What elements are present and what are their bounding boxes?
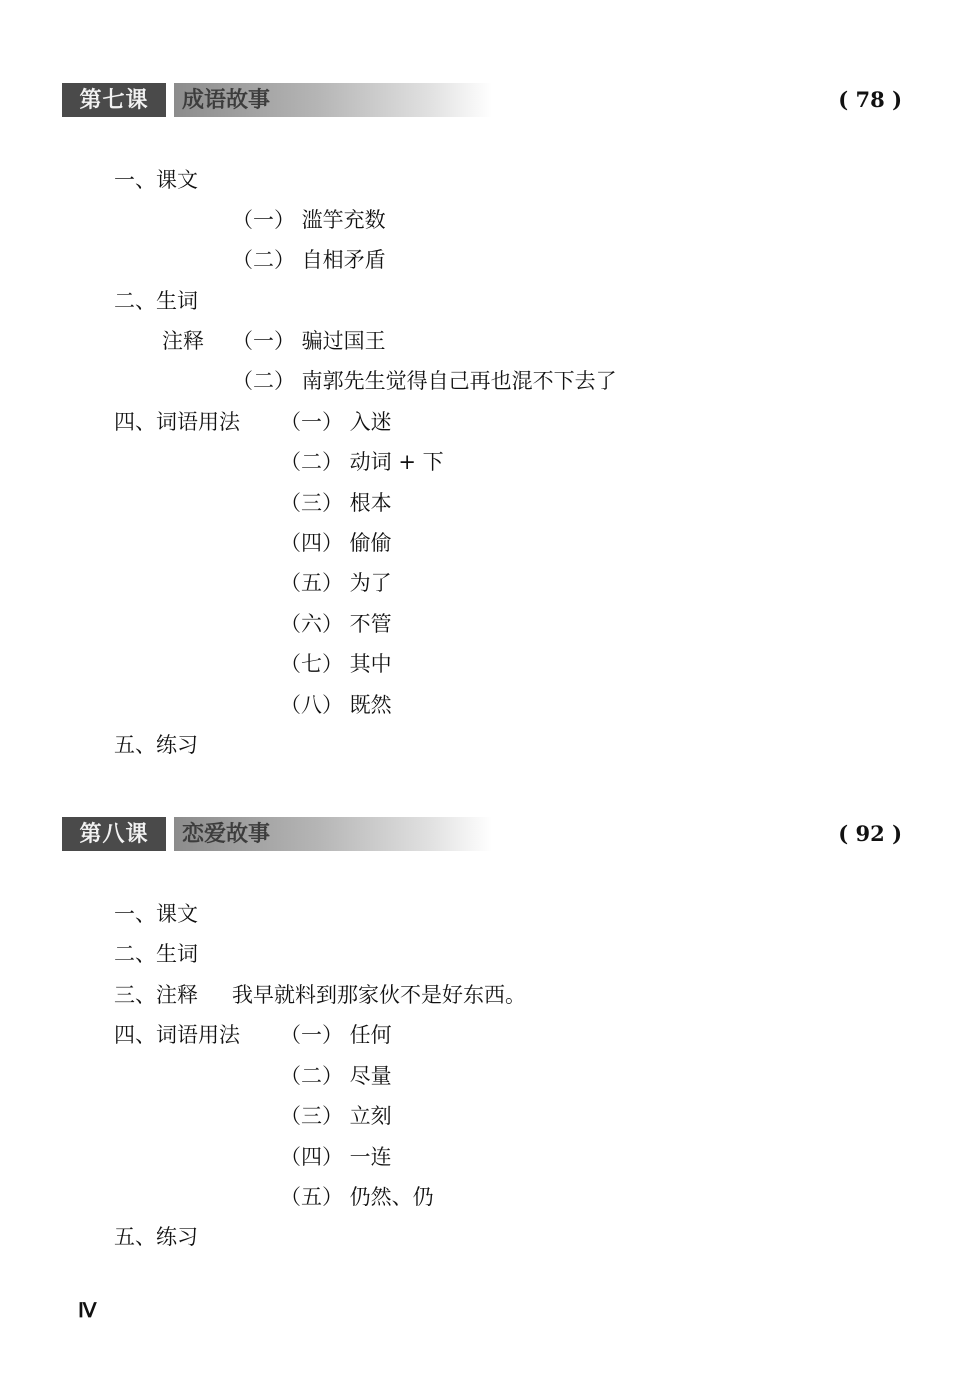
l7-usage-item-5: （五） 为了 — [280, 571, 392, 595]
lesson-7-page: ( 78 ) — [838, 87, 902, 112]
l8-usage-item-1: （一） 任何 — [280, 1023, 392, 1047]
l7-section-notes: 注释 — [162, 329, 204, 353]
l8-usage-item-4: （四） 一连 — [280, 1145, 392, 1169]
page-number: Ⅳ — [78, 1300, 97, 1322]
l7-note-item-2: （二） 南郭先生觉得自己再也混不下去了 — [232, 369, 617, 393]
l8-note-text: 我早就料到那家伙不是好东西。 — [232, 983, 526, 1007]
lesson-8-number: 第八课 — [62, 817, 166, 851]
l8-section-usage: 四、词语用法 — [114, 1023, 240, 1047]
l8-section-exercise: 五、练习 — [114, 1225, 198, 1249]
l8-usage-item-5: （五） 仍然、仍 — [280, 1185, 434, 1209]
l8-section-text: 一、课文 — [114, 902, 198, 926]
lesson-8-page: ( 92 ) — [838, 821, 902, 846]
lesson-8-title: 恋爱故事 — [174, 817, 492, 851]
lesson-8-header — [62, 817, 902, 851]
l8-section-notes: 三、注释 — [114, 983, 198, 1007]
l7-section-text: 一、课文 — [114, 168, 198, 192]
l7-usage-item-4: （四） 偷偷 — [280, 531, 392, 555]
l7-usage-item-7: （七） 其中 — [280, 652, 392, 676]
l7-section-usage: 四、词语用法 — [114, 410, 240, 434]
l7-note-item-1: （一） 骗过国王 — [232, 329, 386, 353]
lesson-7-header — [62, 83, 902, 117]
l7-usage-item-8: （八） 既然 — [280, 693, 392, 717]
l8-section-vocab: 二、生词 — [114, 942, 198, 966]
l7-usage-item-2: （二） 动词 + 下 — [280, 450, 444, 474]
lesson-7-title: 成语故事 — [174, 83, 492, 117]
l7-usage-item-3: （三） 根本 — [280, 491, 392, 515]
l7-text-item-2: （二） 自相矛盾 — [232, 248, 386, 272]
l7-section-vocab: 二、生词 — [114, 289, 198, 313]
l8-usage-item-2: （二） 尽量 — [280, 1064, 392, 1088]
l7-section-exercise: 五、练习 — [114, 733, 198, 757]
l8-usage-item-3: （三） 立刻 — [280, 1104, 392, 1128]
l7-usage-item-1: （一） 入迷 — [280, 410, 392, 434]
lesson-7-number: 第七课 — [62, 83, 166, 117]
l7-usage-item-6: （六） 不管 — [280, 612, 392, 636]
l7-text-item-1: （一） 滥竽充数 — [232, 208, 386, 232]
